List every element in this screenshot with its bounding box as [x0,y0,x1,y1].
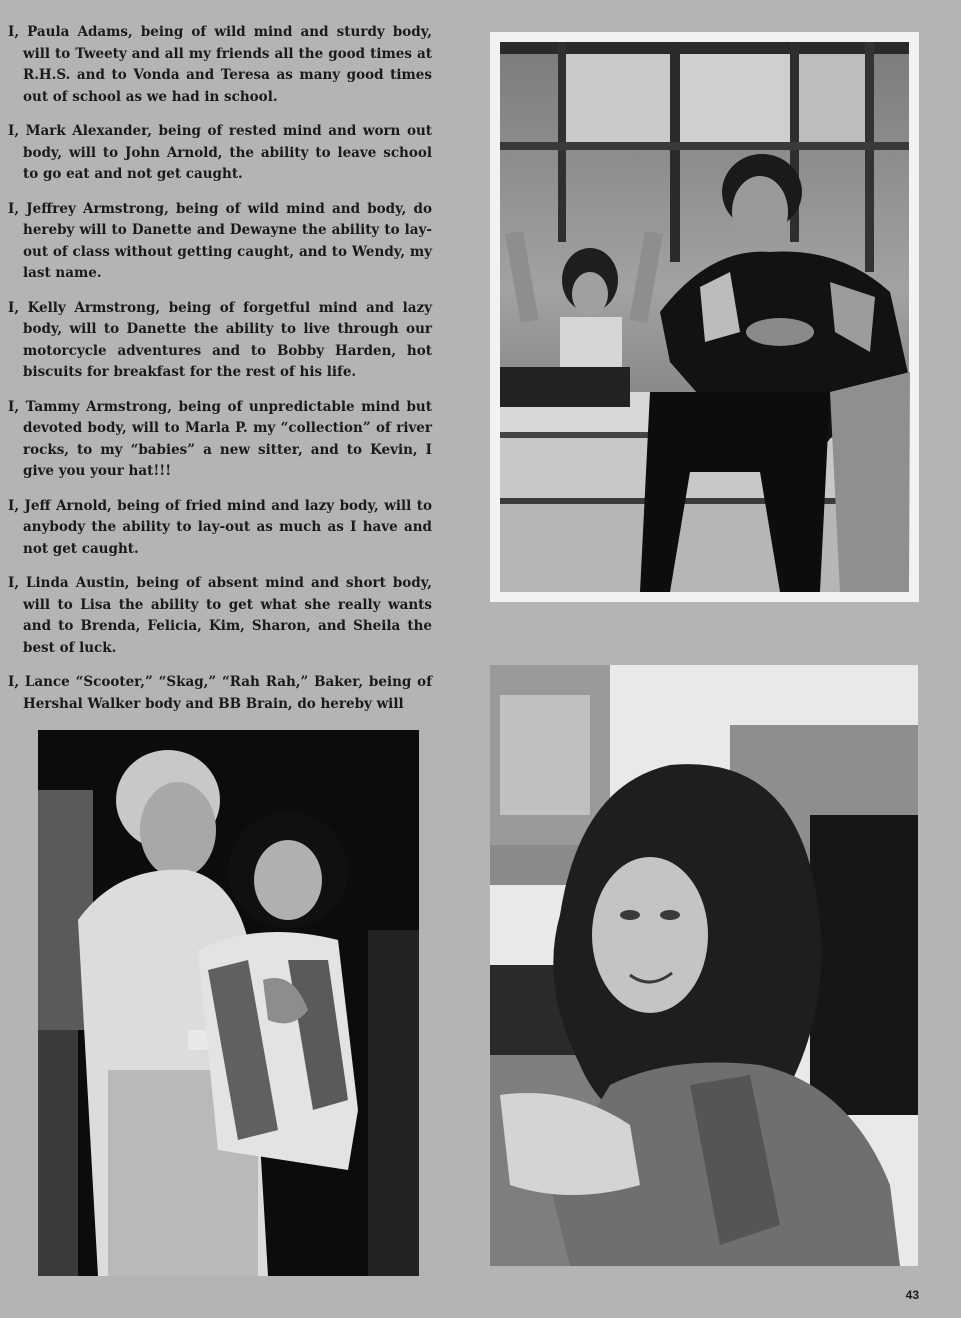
photo-smiling-girl [490,665,918,1266]
will-entry-tammy-armstrong: I, Tammy Armstrong, being of unpredictable mind but devoted body, will to Marla P. my “collection” of river rocks, to my “babies” a new sitter, and to Kevin, I give you your hat!!! [8,398,432,479]
photo-couple-in-crowd [38,730,419,1276]
photo-couple-in-crowd-image [38,730,419,1276]
senior-wills-column [8,22,432,728]
photo-students-on-bleachers [490,32,919,602]
photo-smiling-girl-image [490,665,918,1266]
will-entry-mark-alexander: I, Mark Alexander, being of rested mind and worn out body, will to John Arnold, the ability to leave school to go eat and not get caught. [8,123,432,182]
will-entry-jeffrey-armstrong: I, Jeffrey Armstrong, being of wild mind and body, do hereby will to Danette and Dewayne the ability to lay-out of class without getting caught, and to Wendy, my last name. [8,200,432,281]
photo-students-on-bleachers-image [490,32,919,602]
will-entry-kelly-armstrong: I, Kelly Armstrong, being of forgetful mind and lazy body, will to Danette the ability to live through our motorcycle adventures and to Bobby Harden, hot biscuits for breakfast for the rest of his life. [8,299,432,380]
will-entry-linda-austin: I, Linda Austin, being of absent mind and short body, will to Lisa the ability to get what she really wants and to Brenda, Felicia, Kim, Sharon, and Sheila the best of luck. [8,575,432,656]
will-entry-lance-baker: I, Lance “Scooter,” “Skag,” “Rah Rah,” Baker, being of Hershal Walker body and BB Brain, do hereby will [8,674,432,712]
page-number: 43 [905,1288,919,1302]
will-entry-jeff-arnold: I, Jeff Arnold, being of fried mind and lazy body, will to anybody the ability to lay-out as much as I have and not get caught. [8,497,432,557]
will-entry-paula-adams: I, Paula Adams, being of wild mind and sturdy body, will to Tweety and all my friends all the good times at R.H.S. and to Vonda and Teresa as many good times out of school as we had in school. [8,24,432,105]
